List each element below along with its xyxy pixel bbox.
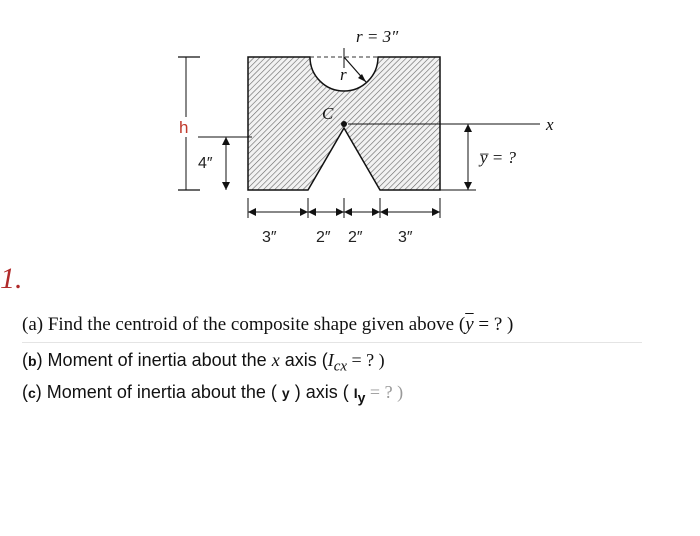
four-inch-arrow-down xyxy=(222,182,230,190)
four-inch-label: 4″ xyxy=(198,155,213,172)
question-a xyxy=(22,314,513,336)
question-c-text: ) Moment of inertia about the ( xyxy=(35,382,282,402)
inertia-symbol: I xyxy=(353,385,358,401)
question-b-text: ) Moment of inertia about the xyxy=(36,350,272,370)
paren-open: ( xyxy=(22,350,28,370)
question-a-prefix: (a) Find the centroid of the composite shape given above ( xyxy=(22,314,466,335)
radius-arrow-head xyxy=(358,74,366,82)
bottom-arrow xyxy=(380,208,388,216)
bottom-arrow xyxy=(300,208,308,216)
bottom-arrow xyxy=(372,208,380,216)
four-inch-arrow-up xyxy=(222,137,230,145)
ybar-arrow-down xyxy=(464,182,472,190)
dim-label-4: 3″ xyxy=(398,229,413,246)
question-b-text2: axis ( xyxy=(279,350,328,370)
bottom-arrow xyxy=(308,208,316,216)
bottom-arrow xyxy=(248,208,256,216)
inertia-symbol: I xyxy=(327,350,334,370)
question-c-letter: c xyxy=(28,385,36,401)
question-b-letter: b xyxy=(28,353,37,369)
dim-label-1: 3″ xyxy=(262,229,277,246)
centroid-label: C xyxy=(322,104,334,123)
paren-open: ( xyxy=(22,382,28,402)
question-c-text2: ) axis ( xyxy=(289,382,354,402)
divider xyxy=(22,342,642,343)
inertia-subscript: y xyxy=(357,389,366,406)
dim-label-3: 2″ xyxy=(348,229,363,246)
ybar-arrow-up xyxy=(464,124,472,132)
problem-number: 1. xyxy=(0,262,23,295)
question-c-eq: = ? ) xyxy=(365,382,404,402)
x-axis-label: x xyxy=(546,115,554,134)
bottom-arrow xyxy=(432,208,440,216)
question-b-axis: x xyxy=(271,350,280,370)
dim-label-2: 2″ xyxy=(316,229,331,246)
question-c xyxy=(22,382,403,406)
question-a-suffix: = ? ) xyxy=(473,314,514,335)
ybar-label: y̅ = ? xyxy=(480,148,517,167)
question-c-axis: y xyxy=(281,385,290,401)
r-label: r xyxy=(340,65,347,84)
h-label: h xyxy=(179,118,189,137)
inertia-subscript: cx xyxy=(333,358,348,375)
question-b xyxy=(22,350,385,376)
centroid-dot xyxy=(341,121,347,127)
ybar-symbol: $\overline{y}$ xyxy=(465,314,474,335)
bottom-arrow xyxy=(344,208,352,216)
bottom-arrow xyxy=(336,208,344,216)
question-b-eq: = ? ) xyxy=(347,350,385,370)
radius-label: r = 3″ xyxy=(356,27,399,46)
